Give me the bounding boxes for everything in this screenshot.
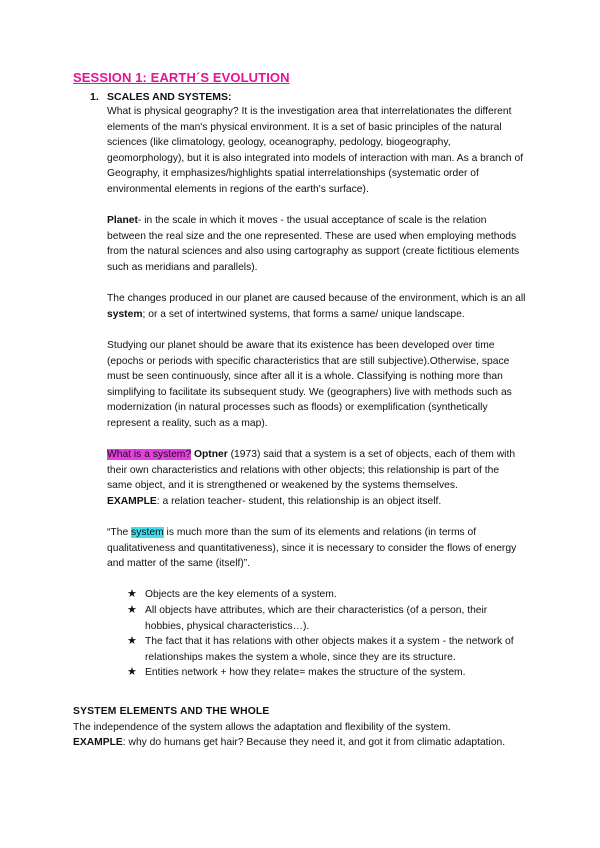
term-system: system	[107, 308, 143, 320]
list-item-text: Entities network + how they relate= makes the structure of the system.	[145, 667, 466, 679]
quote-text: is much more than the sum of its elements and relations (in terms of qualitativeness and quantitativeness), since it is necessary to consider the flows of energy and matter of the same (itself)”.	[107, 527, 517, 570]
bullet-list	[127, 587, 522, 681]
list-item	[127, 665, 522, 681]
paragraph-independence: The independence of the system allows the adaptation and flexibility of the system.	[73, 721, 451, 733]
star-icon: ★	[127, 635, 137, 648]
star-icon: ★	[127, 666, 137, 679]
paragraph-changes	[107, 291, 527, 322]
paragraph-system-text: (1973) said that a system is a set of objects, each of them with their own characteristics and relations with other objects; this relationship is part of the same object, and it is strengthened or weakened by the systems themselves.	[107, 449, 516, 492]
list-item	[127, 587, 522, 603]
section-heading-text: SCALES AND SYSTEMS:	[107, 91, 232, 103]
example-label: EXAMPLE	[107, 495, 157, 507]
section-body	[107, 104, 527, 681]
example-text-2: : why do humans get hair? Because they need it, and got it from climatic adaptation.	[122, 737, 506, 749]
page-title: SESSION 1: EARTH´S EVOLUTION	[73, 70, 290, 85]
example-text: : a relation teacher- student, this relationship is an object itself.	[156, 495, 442, 507]
paragraph-changes-text-a: The changes produced in our planet are caused because of the environment, which is an all	[107, 293, 526, 305]
example-label-2: EXAMPLE	[73, 737, 123, 749]
list-item	[127, 603, 522, 634]
paragraph-planet	[107, 213, 527, 275]
paragraph-changes-text-b: ; or a set of intertwined systems, that forms a same/ unique landscape.	[142, 308, 465, 320]
star-icon: ★	[127, 588, 137, 601]
term-planet: Planet	[107, 215, 138, 227]
list-item	[127, 634, 522, 665]
paragraph-studying: Studying our planet should be aware that its existence has been developed over time (epochs or periods with specific characteristics that are still subjective).Otherwise, space must be seen continuously, since after all it is a whole. Classifying is nothing more than simplifying to facilitate its subsequent study. We (geographers) live with methods such as modernization (in natural processes such as floods) or exemplification (synthetically represent a reality, such as a map).	[107, 339, 512, 429]
section-number: 1.	[90, 91, 99, 103]
section-heading	[90, 91, 231, 103]
paragraph-planet-text: - in the scale in which it moves - the usual acceptance of scale is the relation between the real size and the one represented. These are used when employing methods from the natural sciences and also using cartography as support (create fictitious elements such as meridians and parallels).	[107, 215, 520, 273]
star-icon: ★	[127, 604, 137, 616]
paragraph-what-is-system	[107, 447, 527, 509]
paragraph-intro: What is physical geography? It is the investigation area that interrelationates the different elements of the man's physical environment. It is a set of basic principles of the natural sciences (like climatology, geology, oceanography, pedology, biogeography, geomorphology), but it is also integrated into models of interaction with man. As a branch of Geography, it emphasizes/highlights spatial interrelationships (systematic order of environmental elements in regions of the earth's surface).	[107, 106, 524, 195]
highlight-system: system	[131, 527, 164, 539]
paragraph-quote	[107, 525, 527, 572]
list-item-text: All objects have attributes, which are their characteristics (of a person, their hobbies, physical characteristics…).	[145, 605, 488, 632]
highlight-question: What is a system?	[107, 449, 192, 461]
list-item-text: Objects are the key elements of a system.	[145, 589, 337, 601]
author-optner: Optner	[191, 449, 228, 461]
list-item-text: The fact that it has relations with other objects makes it a system - the network of relationships makes the system a whole, since they are its structure.	[145, 636, 514, 663]
quote-open: “The	[107, 527, 132, 539]
section-heading-2: SYSTEM ELEMENTS AND THE WHOLE	[73, 706, 270, 717]
section-system-elements	[73, 704, 533, 751]
paragraph-example-hair	[73, 735, 533, 751]
